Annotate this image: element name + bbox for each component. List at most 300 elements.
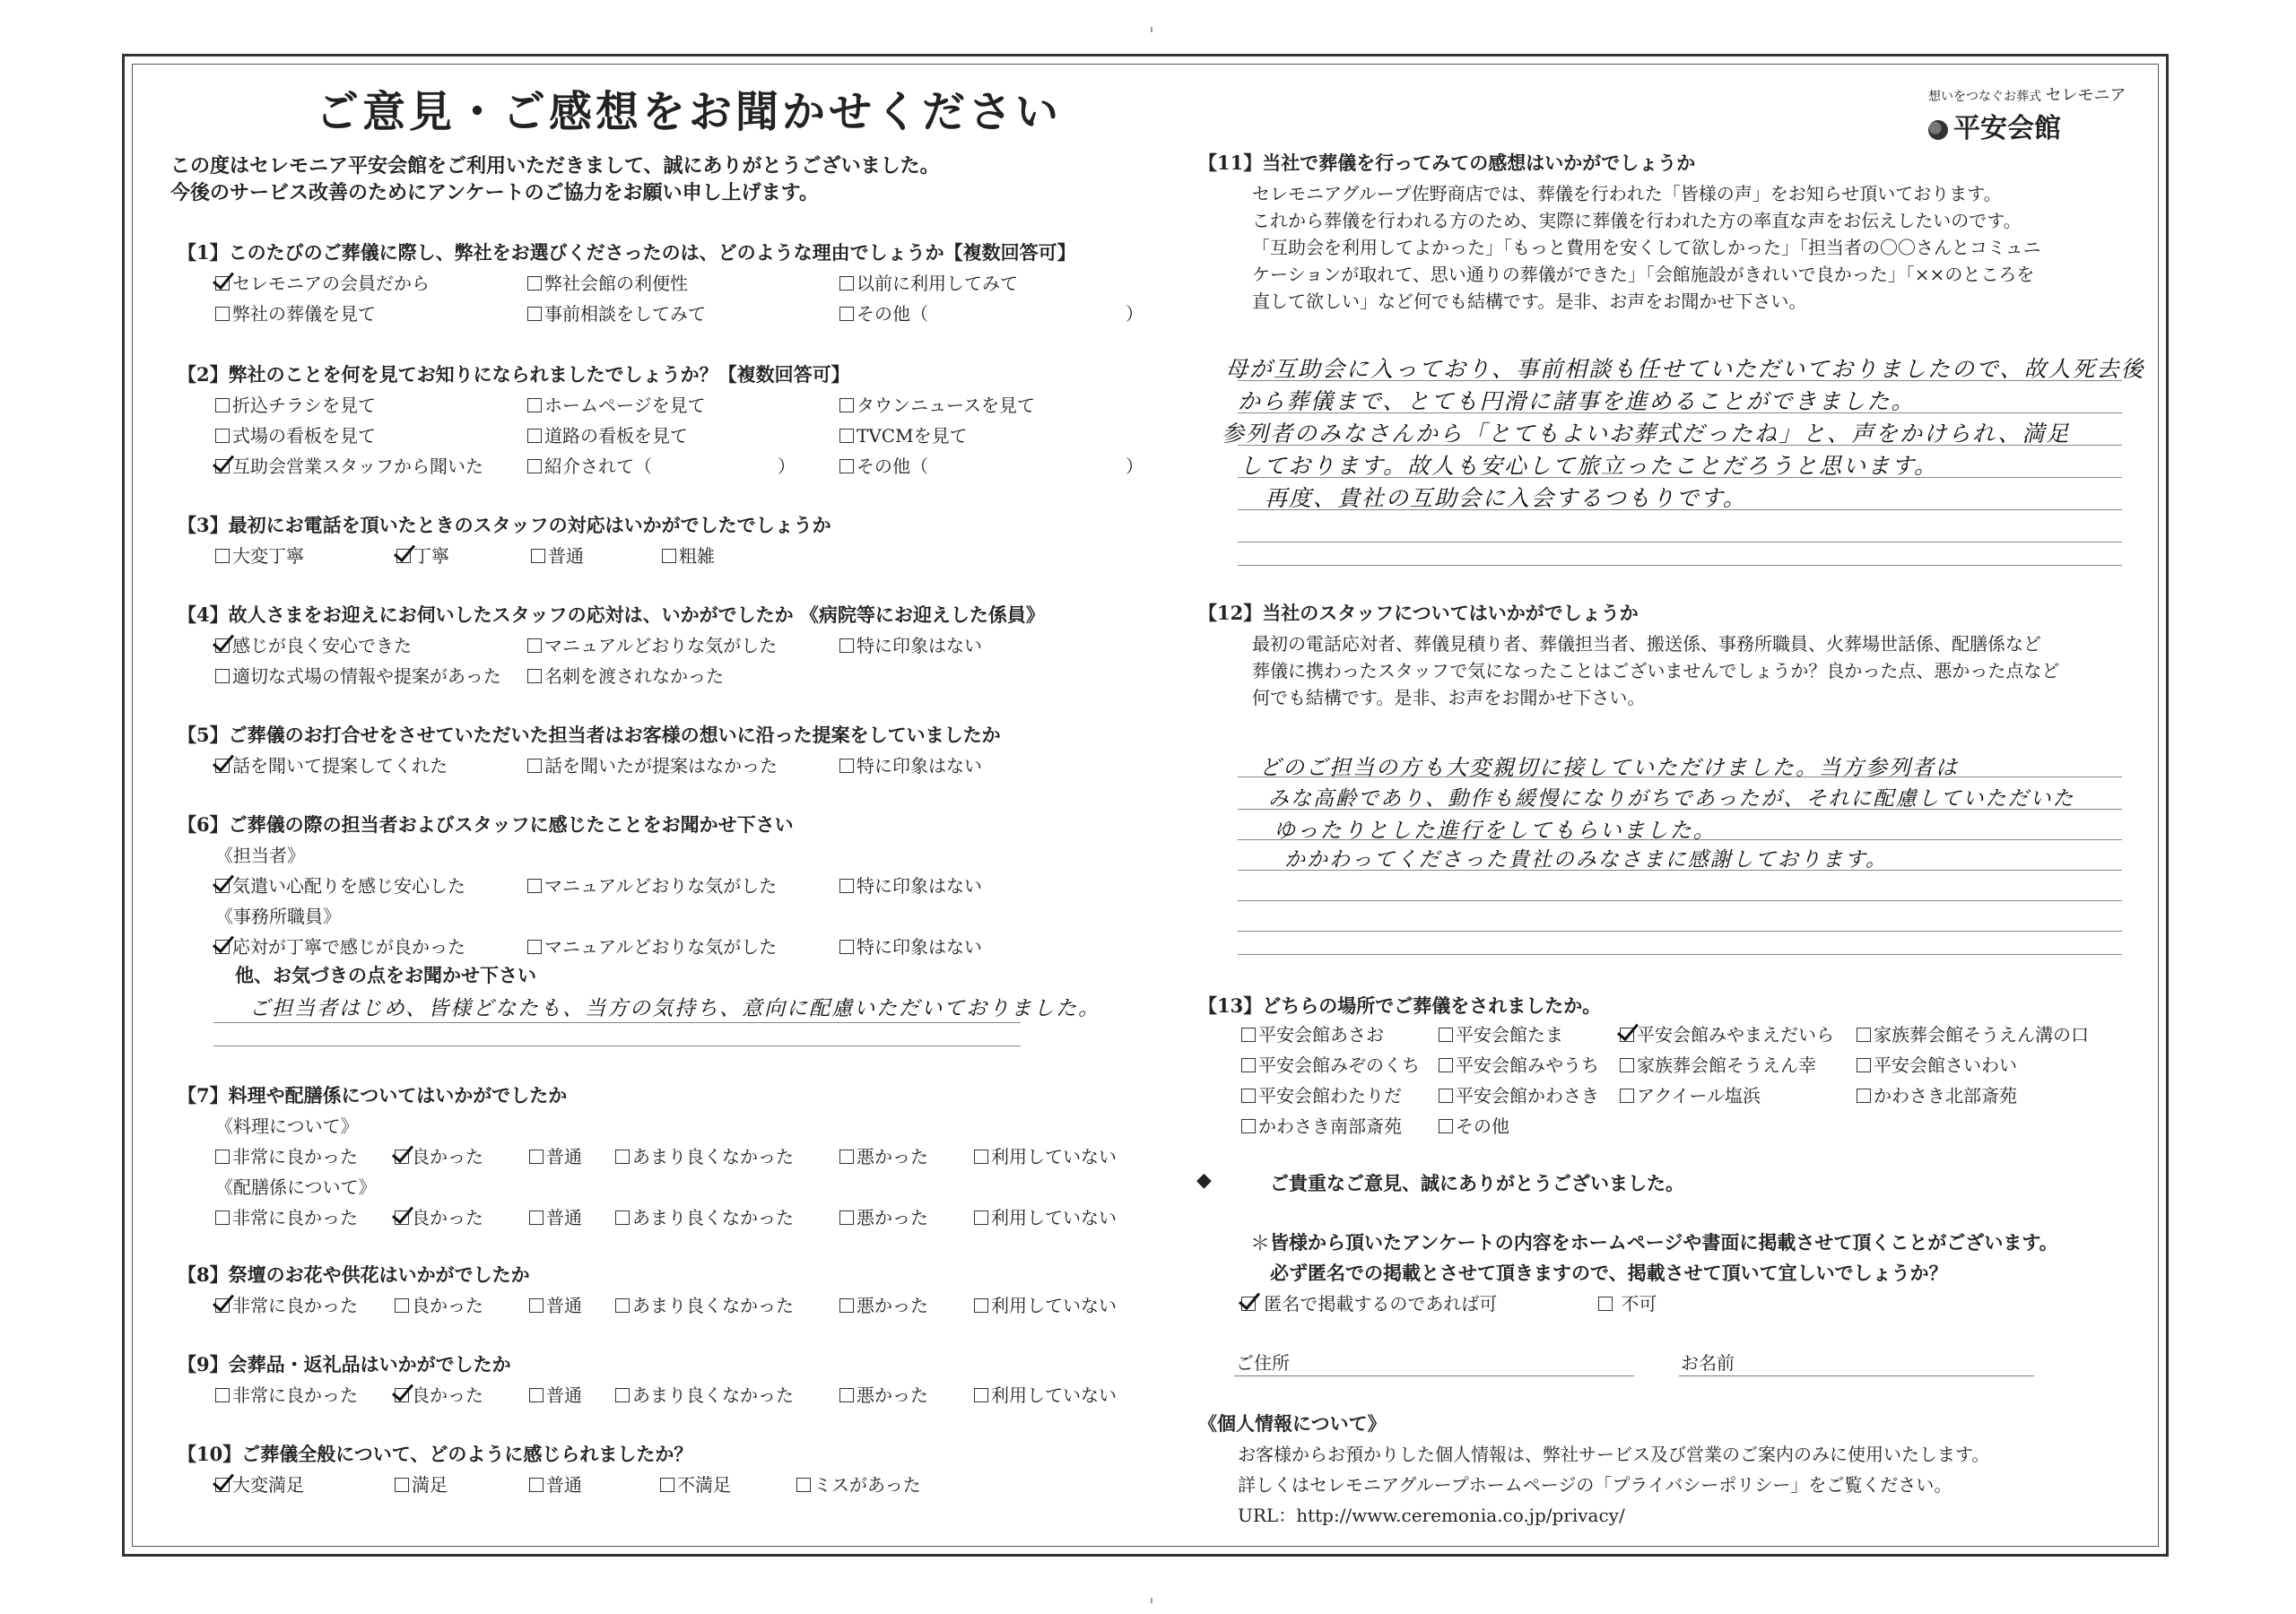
q6-opt1-2[interactable] <box>527 872 777 898</box>
q2-opt-9[interactable] <box>839 452 1144 478</box>
q12-hand-3[interactable]: ゆったりとした進行をしてもらいました。 <box>1274 818 1717 843</box>
q10-title: 【10】ご葬儀全般について、どのように感じられましたか？ <box>178 1443 693 1465</box>
checkbox-checked[interactable] <box>215 1478 230 1492</box>
checkbox[interactable] <box>215 1388 230 1402</box>
q6-opt2-1[interactable] <box>215 933 465 959</box>
q7-q7row1-opt-2[interactable] <box>395 1142 483 1168</box>
q13-opt-11[interactable] <box>1620 1081 1761 1107</box>
option-label: 非常に良かった <box>232 1295 358 1316</box>
q6-opt1-2-label: マニュアルどおりな気がした <box>544 875 778 897</box>
option-label: アクイール塩浜 <box>1637 1085 1761 1106</box>
q7-q7row2-opt-2[interactable] <box>395 1203 483 1229</box>
option-label: 非常に良かった <box>232 1207 358 1228</box>
checkbox[interactable] <box>974 1388 988 1402</box>
q5-title: 【5】ご葬儀のお打合せをさせていただいた担当者はお客様の想いに沿った提案をしていましたか <box>178 724 1001 746</box>
q9-q9row-opt-1[interactable] <box>215 1381 358 1407</box>
checkbox[interactable] <box>974 1150 988 1164</box>
option-label: 普通 <box>546 1384 582 1406</box>
q11-hand-5[interactable]: 再度、貴社の互助会に入会するつもりです。 <box>1265 485 1747 511</box>
q6-title: 【6】ご葬儀の際の担当者およびスタッフに感じたことをお聞かせ下さい <box>178 813 794 836</box>
q1-opt-1-label: セレモニアの会員だから <box>232 273 430 294</box>
q13-opt-1[interactable] <box>1241 1020 1384 1046</box>
q3-opt-1-label: 大変丁寧 <box>232 545 304 567</box>
q4-opt-2[interactable] <box>527 631 777 657</box>
q10-q10row-opt-1[interactable] <box>215 1471 304 1497</box>
q7-sub-food: 《料理について》 <box>215 1115 359 1137</box>
checkbox[interactable] <box>615 1388 630 1402</box>
q6-opt2-2-label: マニュアルどおりな気がした <box>544 936 778 958</box>
q4-opt-5-label: 名刺を渡されなかった <box>544 665 724 687</box>
checkbox-checked[interactable] <box>215 940 230 954</box>
publish-line-1: 皆様から頂いたアンケートの内容をホームページや書面に掲載させて頂くことがございます。 <box>1270 1231 2058 1254</box>
checkbox[interactable] <box>215 307 230 321</box>
checkbox-checked[interactable] <box>395 1388 409 1402</box>
q11-body-5: 直して欲しい」など何でも結構です。是非、お声をお聞かせ下さい。 <box>1252 291 1807 312</box>
q9-q9row-opt-3[interactable] <box>529 1381 582 1407</box>
checkbox[interactable] <box>974 1210 988 1225</box>
checkbox-checked[interactable] <box>395 1210 409 1225</box>
q8-q8row-opt-1[interactable] <box>215 1291 358 1317</box>
answer-line <box>1238 954 2122 955</box>
fold-mark-top <box>1151 27 1152 32</box>
q2-opt-1[interactable] <box>215 391 376 417</box>
q2-opt-7-label: 互助会営業スタッフから聞いた <box>232 456 483 477</box>
q1-opt-6-label: その他（ ） <box>857 303 1144 325</box>
checkbox[interactable] <box>839 759 854 773</box>
q1-opt-3[interactable] <box>839 269 1018 295</box>
option-label: 平安会館あさお <box>1258 1024 1384 1046</box>
checkbox[interactable] <box>1241 1028 1256 1042</box>
q7-q7row1-opt-4[interactable] <box>615 1142 794 1168</box>
checkbox[interactable] <box>215 549 230 563</box>
checkbox[interactable] <box>527 429 542 443</box>
checkbox[interactable] <box>531 549 545 563</box>
option-label: あまり良くなかった <box>632 1295 794 1316</box>
q5-opt-3[interactable] <box>839 751 982 777</box>
checkbox[interactable] <box>1241 1089 1256 1103</box>
diamond-icon: ◆ <box>1196 1169 1212 1192</box>
option-label: あまり良くなかった <box>632 1384 794 1406</box>
q6-opt1-1[interactable] <box>215 872 465 898</box>
q6-comment-line-1 <box>213 1022 1021 1023</box>
q13-title: 【13】どちらの場所でご葬儀をされましたか。 <box>1198 994 1602 1017</box>
q2-opt-4[interactable] <box>215 421 376 447</box>
checkbox[interactable] <box>529 1210 544 1225</box>
option-label: 普通 <box>546 1474 582 1496</box>
q1-opt-6[interactable] <box>839 299 1144 325</box>
address-label: ご住所 <box>1236 1352 1290 1374</box>
option-label: 良かった <box>412 1207 483 1228</box>
q13-opt-9[interactable] <box>1241 1081 1402 1107</box>
page-title: ご意見・ご感想をお聞かせください <box>316 87 1063 137</box>
q2-opt-3[interactable] <box>839 391 1035 417</box>
q7-q7row2-opt-5[interactable] <box>839 1203 928 1229</box>
checkbox[interactable] <box>660 1478 674 1492</box>
checkbox[interactable] <box>1857 1028 1871 1042</box>
q1-opt-2-label: 弊社会館の利便性 <box>544 273 688 294</box>
q11-body-3: 「互助会を利用してよかった」「もっと費用を安くして欲しかった」「担当者の〇〇さんとコミュニ <box>1252 237 2041 258</box>
q5-opt-3-label: 特に印象はない <box>857 755 982 777</box>
q11-body-1: セレモニアグループ佐野商店では、葬儀を行われた「皆様の声」をお知らせ頂いております。 <box>1252 183 2002 204</box>
option-label: 利用していない <box>991 1295 1117 1316</box>
q7-q7row2-opt-1[interactable] <box>215 1203 358 1229</box>
checkbox[interactable] <box>1241 1119 1256 1133</box>
q11-hand-3[interactable]: 参列者のみなさんから「とてもよいお葬式だったね」と、声をかけられ、満足 <box>1222 421 2071 447</box>
q7-q7row1-opt-1[interactable] <box>215 1142 358 1168</box>
checkbox[interactable] <box>615 1150 630 1164</box>
q6-opt2-2[interactable] <box>527 933 777 959</box>
checkbox[interactable] <box>527 879 542 893</box>
q3-title: 【3】最初にお電話を頂いたときのスタッフの対応はいかがでしたでしょうか <box>178 514 831 536</box>
answer-line <box>1238 565 2122 566</box>
option-label: その他 <box>1456 1115 1509 1137</box>
q4-opt-1[interactable] <box>215 631 412 657</box>
option-label: 非常に良かった <box>232 1384 358 1406</box>
checkbox[interactable] <box>1439 1058 1453 1072</box>
q4-opt-4[interactable] <box>215 662 501 688</box>
logo-brand: セレモニア <box>2045 86 2126 105</box>
checkbox[interactable] <box>615 1298 630 1313</box>
checkbox-checked[interactable] <box>215 759 230 773</box>
checkbox-checked[interactable] <box>215 276 230 291</box>
checkbox[interactable] <box>529 1150 544 1164</box>
q1-opt-5[interactable] <box>527 299 706 325</box>
option-label: 平安会館かわさき <box>1456 1085 1599 1106</box>
q1-opt-2[interactable] <box>527 269 688 295</box>
q10-q10row-opt-5[interactable] <box>796 1471 921 1497</box>
q2-opt-4-label: 式場の看板を見て <box>232 425 376 447</box>
option-label: 平安会館みやまえだいら <box>1637 1024 1834 1046</box>
publish-line-2: 必ず匿名での掲載とさせて頂きますので、掲載させて頂いて宜しいでしょうか？ <box>1270 1262 1948 1284</box>
option-label: かわさき北部斎苑 <box>1874 1085 2017 1106</box>
intro-line-1: この度はセレモニア平安会館をご利用いただきまして、誠にありがとうございました。 <box>170 154 940 178</box>
checkbox[interactable] <box>796 1478 811 1492</box>
q2-opt-8-label: 紹介されて（ ） <box>544 456 796 477</box>
q4-opt-5[interactable] <box>527 662 724 688</box>
q9-title: 【9】会葬品・返礼品はいかがでしたか <box>178 1353 511 1375</box>
checkbox[interactable] <box>839 459 854 473</box>
q1-opt-1[interactable] <box>215 269 430 295</box>
q12-body-1: 最初の電話応対者、葬儀見積り者、葬儀担当者、搬送係、事務所職員、火葬場世話係、配膳係など <box>1252 633 2041 655</box>
checkbox[interactable] <box>527 276 542 291</box>
q13-opt-14[interactable] <box>1439 1112 1509 1138</box>
q3-opt-4[interactable] <box>662 542 715 568</box>
q12-body-2: 葬儀に携わったスタッフで気になったことはございませんでしょうか？良かった点、悪かった点など <box>1252 660 2060 681</box>
q2-opt-5-label: 道路の看板を見て <box>544 425 688 447</box>
option-label: 利用していない <box>991 1384 1117 1406</box>
checkbox-checked[interactable] <box>1241 1297 1256 1311</box>
logo-name: 平安会館 <box>1953 113 2061 144</box>
q6-opt2-3-label: 特に印象はない <box>857 936 982 958</box>
checkbox[interactable] <box>839 307 854 321</box>
checkbox-checked[interactable] <box>215 1298 230 1313</box>
q11-title: 【11】当社で葬儀を行ってみての感想はいかがでしょうか <box>1198 152 1696 174</box>
checkbox[interactable] <box>1620 1089 1634 1103</box>
checkbox[interactable] <box>215 1150 230 1164</box>
option-label: 平安会館わたりだ <box>1258 1085 1402 1106</box>
checkbox[interactable] <box>215 1210 230 1225</box>
q1-opt-4-label: 弊社の葬儀を見て <box>232 303 376 325</box>
q6-sub-staff: 《担当者》 <box>215 845 305 866</box>
q6-opt1-1-label: 気遣い心配りを感じ安心した <box>232 875 465 897</box>
q9-q9row-opt-4[interactable] <box>615 1381 794 1407</box>
q3-opt-3[interactable] <box>531 542 584 568</box>
checkbox[interactable] <box>215 429 230 443</box>
q13-opt-3[interactable] <box>1620 1020 1834 1046</box>
checkbox[interactable] <box>529 1388 544 1402</box>
option-label: ミスがあった <box>813 1474 921 1496</box>
checkbox[interactable] <box>395 1478 409 1492</box>
checkbox[interactable] <box>527 459 542 473</box>
checkbox[interactable] <box>839 940 854 954</box>
privacy-title: 《個人情報について》 <box>1198 1412 1387 1435</box>
q10-q10row-opt-4[interactable] <box>660 1471 731 1497</box>
q10-q10row-opt-2[interactable] <box>395 1471 448 1497</box>
q2-opt-8[interactable] <box>527 452 796 478</box>
q6-opt2-1-label: 応対が丁寧で感じが良かった <box>232 936 465 958</box>
answer-line <box>1238 931 2122 932</box>
checkbox[interactable] <box>839 1298 854 1313</box>
privacy-body-2: 詳しくはセレモニアグループホームページの「プライバシーポリシー」をご覧ください。 <box>1238 1474 1952 1496</box>
q9-q9row-opt-5[interactable] <box>839 1381 928 1407</box>
checkbox[interactable] <box>839 398 854 412</box>
option-label: 普通 <box>546 1295 582 1316</box>
q13-opt-6[interactable] <box>1439 1051 1599 1077</box>
option-label: 平安会館みやうち <box>1456 1054 1599 1076</box>
option-label: 不満足 <box>677 1474 731 1496</box>
option-label: 悪かった <box>857 1295 928 1316</box>
intro-line-2: 今後のサービス改善のためにアンケートのご協力をお願い申し上げます。 <box>170 181 819 204</box>
q7-sub-serving: 《配膳係について》 <box>215 1176 377 1198</box>
q2-title: 【2】弊社のことを何を見てお知りになられましたでしょうか？【複数回答可】 <box>178 363 850 386</box>
option-label: 大変満足 <box>232 1474 304 1496</box>
checkbox[interactable] <box>615 1210 630 1225</box>
option-label: 悪かった <box>857 1384 928 1406</box>
q12-hand-2[interactable]: みな高齢であり、動作も緩慢になりがちであったが、それに配慮していただいた <box>1268 787 2075 811</box>
q6-opt2-3[interactable] <box>839 933 982 959</box>
checkbox[interactable] <box>1439 1089 1453 1103</box>
publish-opt-ok[interactable] <box>1241 1289 1497 1315</box>
option-label: 利用していない <box>991 1207 1117 1228</box>
checkbox[interactable] <box>662 549 676 563</box>
logo-name-row <box>1928 106 2126 145</box>
q13-opt-5[interactable] <box>1241 1051 1420 1077</box>
logo <box>1928 82 2126 145</box>
q11-hand-2[interactable]: から葬儀まで、とても円滑に諸事を進めることができました。 <box>1238 388 1916 414</box>
checkbox[interactable] <box>839 1388 854 1402</box>
q12-hand-1[interactable]: どのご担当の方も大変親切に接していただけました。当方参列者は <box>1259 755 1959 780</box>
option-label: 満足 <box>412 1474 448 1496</box>
privacy-url[interactable]: URL：http://www.ceremonia.co.jp/privacy/ <box>1238 1505 1625 1526</box>
checkbox[interactable] <box>527 669 542 683</box>
q2-opt-6[interactable] <box>839 421 968 447</box>
q13-opt-4[interactable] <box>1857 1020 2089 1046</box>
q11-hand-4[interactable]: しております。故人も安心して旅立ったことだろうと思います。 <box>1239 453 1939 479</box>
logo-tagline: 想いをつなぐお葬式 <box>1928 90 2041 104</box>
fold-mark-bottom <box>1151 1598 1152 1603</box>
q5-opt-1-label: 話を聞いて提案してくれた <box>232 755 448 777</box>
option-label: 平安会館みぞのくち <box>1258 1054 1420 1076</box>
option-label: 平安会館さいわい <box>1874 1054 2017 1076</box>
q13-opt-10[interactable] <box>1439 1081 1599 1107</box>
q9-q9row-opt-2[interactable] <box>395 1381 483 1407</box>
checkbox[interactable] <box>1857 1089 1871 1103</box>
checkbox[interactable] <box>529 1478 544 1492</box>
q3-opt-1[interactable] <box>215 542 304 568</box>
q11-hand-1[interactable]: 母が互助会に入っており、事前相談も任せていただいておりましたので、故人死去後 <box>1225 356 2145 382</box>
checkbox[interactable] <box>1439 1119 1453 1133</box>
checkbox[interactable] <box>1598 1297 1613 1311</box>
checkbox-checked[interactable] <box>215 879 230 893</box>
q7-q7row2-opt-6[interactable] <box>974 1203 1117 1229</box>
q1-title: 【1】このたびのご葬儀に際し、弊社をお選びくださったのは、どのような理由でしょうか【複数回答可】 <box>178 241 1076 264</box>
publish-opt-ok-label: 匿名で掲載するのであれば可 <box>1264 1293 1498 1315</box>
address-field[interactable] <box>1234 1375 1634 1376</box>
q2-opt-9-label: その他（ ） <box>857 456 1144 477</box>
checkbox[interactable] <box>527 398 542 412</box>
checkbox[interactable] <box>839 879 854 893</box>
option-label: 悪かった <box>857 1207 928 1228</box>
checkbox[interactable] <box>1241 1058 1256 1072</box>
publish-opt-ng[interactable] <box>1598 1289 1657 1315</box>
option-label: 悪かった <box>857 1146 928 1167</box>
checkbox[interactable] <box>395 1298 409 1313</box>
q7-q7row1-opt-6[interactable] <box>974 1142 1117 1168</box>
q4-title: 【4】故人さまをお迎えにお伺いしたスタッフの応対は、いかがでしたか 《病院等にお迎えした係員》 <box>178 603 1045 626</box>
q11-body-4: ケーションが取れて、思い通りの葬儀ができた」「会館施設がきれいで良かった」「××のところを <box>1252 264 2035 285</box>
q2-opt-1-label: 折込チラシを見て <box>232 395 376 416</box>
checkbox[interactable] <box>527 638 542 653</box>
q6-other-label: 他、お気づきの点をお聞かせ下さい <box>235 964 536 986</box>
q6-opt1-3-label: 特に印象はない <box>857 875 982 897</box>
q13-opt-2[interactable] <box>1439 1020 1563 1046</box>
option-label: 良かった <box>412 1146 483 1167</box>
checkbox[interactable] <box>1620 1058 1634 1072</box>
publish-opt-ng-label: 不可 <box>1621 1293 1657 1315</box>
option-label: 良かった <box>412 1295 483 1316</box>
q4-opt-3[interactable] <box>839 631 982 657</box>
q12-title: 【12】当社のスタッフについてはいかがでしょうか <box>1198 602 1639 624</box>
q8-title: 【8】祭壇のお花や供花はいかがでしたか <box>178 1263 530 1286</box>
q7-q7row2-opt-3[interactable] <box>529 1203 582 1229</box>
q7-title: 【7】料理や配膳係についてはいかがでしたか <box>178 1084 568 1106</box>
option-label: かわさき南部斎苑 <box>1258 1115 1402 1137</box>
q4-opt-3-label: 特に印象はない <box>857 635 982 656</box>
option-label: 利用していない <box>991 1146 1117 1167</box>
q5-opt-2[interactable] <box>527 751 778 777</box>
answer-line <box>1238 900 2122 901</box>
name-label: お名前 <box>1681 1352 1735 1374</box>
q8-q8row-opt-5[interactable] <box>839 1291 928 1317</box>
checkbox-checked[interactable] <box>396 549 411 563</box>
q7-q7row1-opt-3[interactable] <box>529 1142 582 1168</box>
q1-opt-3-label: 以前に利用してみて <box>857 273 1018 294</box>
q2-opt-6-label: TVCMを見て <box>857 425 968 447</box>
option-label: 普通 <box>546 1207 582 1228</box>
option-label: 家族葬会館そうえん溝の口 <box>1874 1024 2089 1046</box>
logo-swirl-icon <box>1928 120 1948 140</box>
q13-opt-7[interactable] <box>1620 1051 1816 1077</box>
q5-opt-1[interactable] <box>215 751 448 777</box>
checkbox[interactable] <box>527 759 542 773</box>
checkbox[interactable] <box>839 276 854 291</box>
option-label: 良かった <box>412 1384 483 1406</box>
option-label: あまり良くなかった <box>632 1207 794 1228</box>
q3-opt-2-label: 丁寧 <box>413 545 449 567</box>
checkbox-checked[interactable] <box>1620 1028 1634 1042</box>
q10-q10row-opt-3[interactable] <box>529 1471 582 1497</box>
checkbox[interactable] <box>1857 1058 1871 1072</box>
checkbox[interactable] <box>839 1210 854 1225</box>
q11-body-2: これから葬儀を行われる方のため、実際に葬儀を行われた方の率直な声をお伝えしたいのです。 <box>1252 210 2022 231</box>
q3-opt-3-label: 普通 <box>548 545 584 567</box>
q12-body-3: 何でも結構です。是非、お声をお聞かせ下さい。 <box>1252 687 1646 708</box>
checkbox[interactable] <box>527 307 542 321</box>
q13-opt-13[interactable] <box>1241 1112 1402 1138</box>
q3-opt-4-label: 粗雑 <box>679 545 715 567</box>
name-field[interactable] <box>1679 1375 2034 1376</box>
thanks-message: ご貴重なご意見、誠にありがとうございました。 <box>1270 1172 1684 1194</box>
q6-opt1-3[interactable] <box>839 872 982 898</box>
q7-q7row1-opt-5[interactable] <box>839 1142 928 1168</box>
option-label: あまり良くなかった <box>632 1146 794 1167</box>
privacy-body-1: お客様からお預かりした個人情報は、弊社サービス及び営業のご案内のみに使用いたします。 <box>1238 1444 1990 1465</box>
q12-hand-4[interactable]: かかわってくださった貴社のみなさまに感謝しております。 <box>1284 848 1888 872</box>
q6-handwritten-comment[interactable]: ご担当者はじめ、皆様どなたも、当方の気持ち、意向に配慮いただいておりました。 <box>249 997 1101 1020</box>
q8-q8row-opt-4[interactable] <box>615 1291 794 1317</box>
checkbox[interactable] <box>839 1150 854 1164</box>
checkbox[interactable] <box>215 669 230 683</box>
asterisk-icon: ＊ <box>1250 1233 1271 1255</box>
checkbox-checked[interactable] <box>215 638 230 653</box>
checkbox[interactable] <box>527 940 542 954</box>
q4-opt-2-label: マニュアルどおりな気がした <box>544 635 778 656</box>
checkbox-checked[interactable] <box>395 1150 409 1164</box>
option-label: 普通 <box>546 1146 582 1167</box>
checkbox[interactable] <box>974 1298 988 1313</box>
q13-opt-12[interactable] <box>1857 1081 2017 1107</box>
logo-tagline-row <box>1928 82 2126 106</box>
q7-q7row2-opt-4[interactable] <box>615 1203 794 1229</box>
q13-opt-8[interactable] <box>1857 1051 2017 1077</box>
q6-sub-office: 《事務所職員》 <box>215 906 341 927</box>
q8-q8row-opt-6[interactable] <box>974 1291 1117 1317</box>
checkbox[interactable] <box>215 398 230 412</box>
checkbox[interactable] <box>839 638 854 653</box>
q8-q8row-opt-2[interactable] <box>395 1291 483 1317</box>
q3-opt-2[interactable] <box>396 542 449 568</box>
checkbox[interactable] <box>1439 1028 1453 1042</box>
checkbox[interactable] <box>839 429 854 443</box>
q2-opt-2[interactable] <box>527 391 706 417</box>
checkbox[interactable] <box>529 1298 544 1313</box>
q2-opt-7[interactable] <box>215 452 483 478</box>
q4-opt-4-label: 適切な式場の情報や提案があった <box>232 665 501 687</box>
option-label: 平安会館たま <box>1456 1024 1563 1046</box>
q1-opt-5-label: 事前相談をしてみて <box>544 303 706 325</box>
q8-q8row-opt-3[interactable] <box>529 1291 582 1317</box>
q9-q9row-opt-6[interactable] <box>974 1381 1117 1407</box>
q2-opt-5[interactable] <box>527 421 688 447</box>
option-label: 非常に良かった <box>232 1146 358 1167</box>
option-label: 家族葬会館そうえん幸 <box>1637 1054 1816 1076</box>
q4-opt-1-label: 感じが良く安心できた <box>232 635 412 656</box>
checkbox-checked[interactable] <box>215 459 230 473</box>
q2-opt-3-label: タウンニュースを見て <box>857 395 1035 416</box>
q2-opt-2-label: ホームページを見て <box>544 395 706 416</box>
q5-opt-2-label: 話を聞いたが提案はなかった <box>544 755 778 777</box>
q1-opt-4[interactable] <box>215 299 376 325</box>
